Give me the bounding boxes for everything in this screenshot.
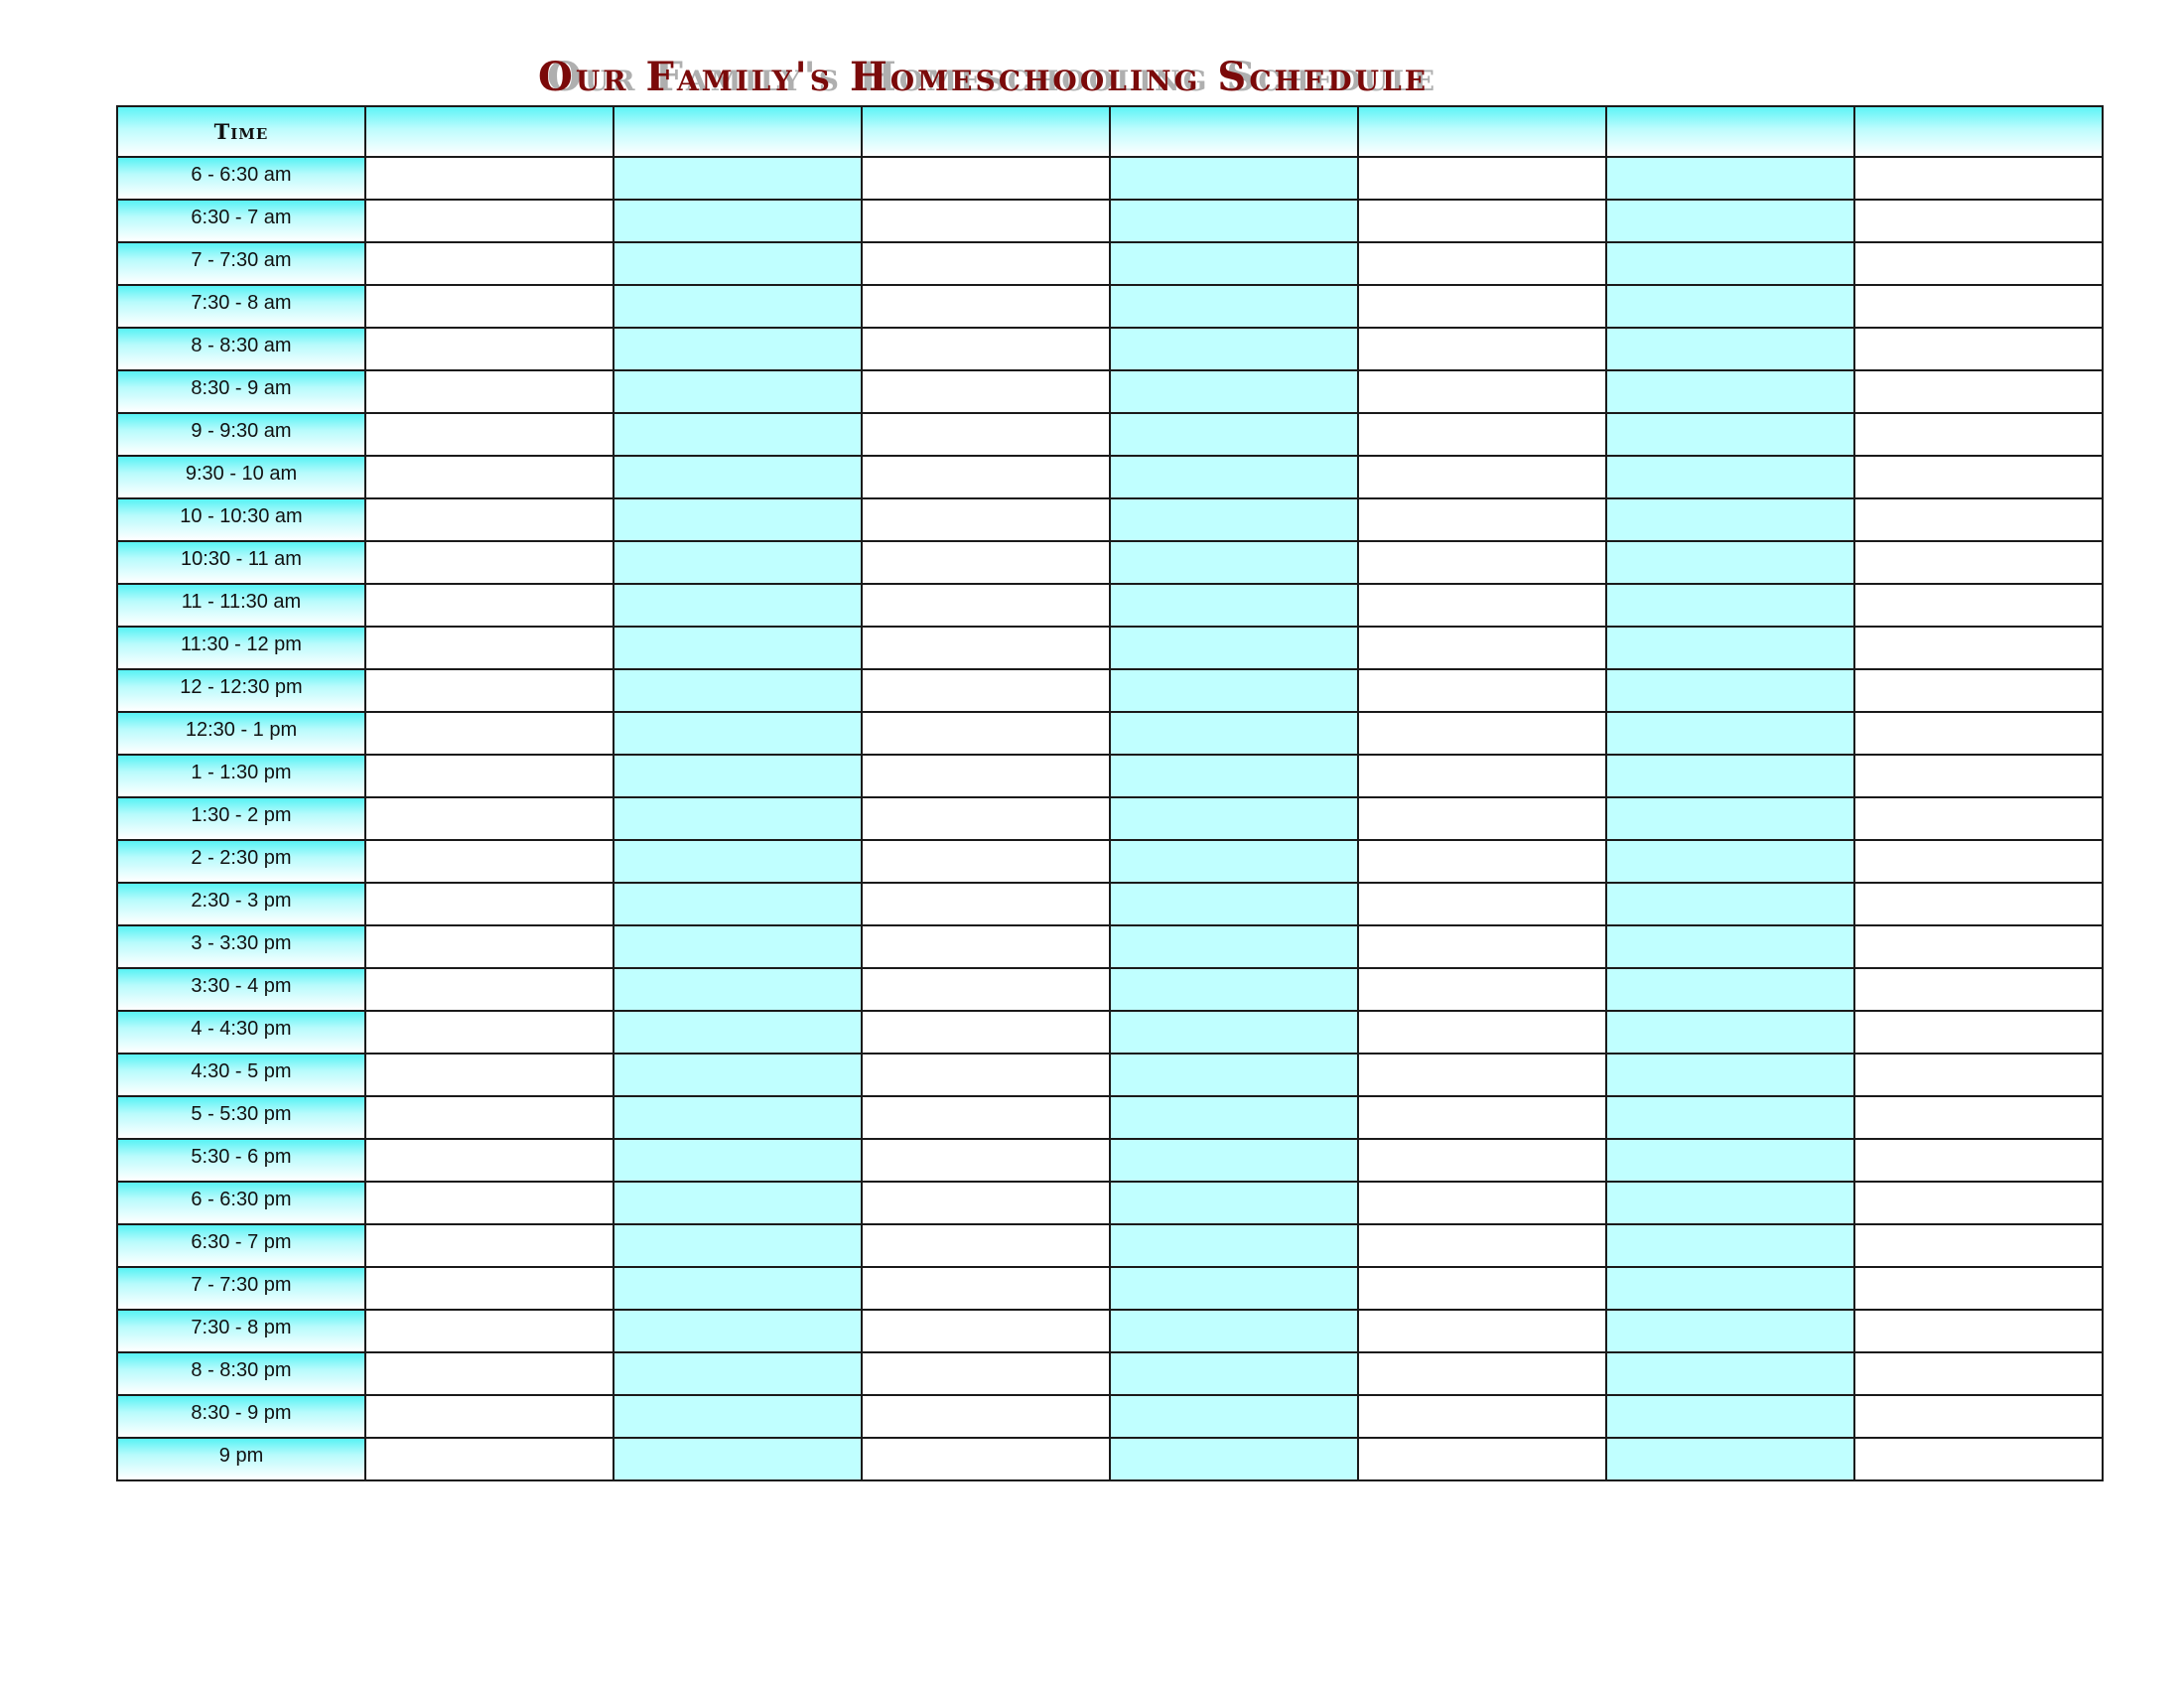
schedule-cell[interactable] — [1606, 498, 1854, 541]
schedule-cell[interactable] — [365, 413, 614, 456]
schedule-cell[interactable] — [1606, 1352, 1854, 1395]
time-slot-label: 9 - 9:30 am — [117, 413, 365, 456]
schedule-cell[interactable] — [614, 669, 862, 712]
schedule-cell[interactable] — [1358, 1310, 1606, 1352]
schedule-row — [117, 370, 2103, 413]
schedule-cell[interactable] — [1110, 413, 1358, 456]
schedule-cell[interactable] — [1358, 1224, 1606, 1267]
time-slot-label: 8:30 - 9 pm — [117, 1395, 365, 1438]
schedule-cell[interactable] — [614, 1438, 862, 1480]
time-slot-label: 5:30 - 6 pm — [117, 1139, 365, 1182]
schedule-cell[interactable] — [614, 755, 862, 797]
schedule-table — [116, 105, 2104, 1481]
schedule-cell[interactable] — [365, 669, 614, 712]
time-slot-label: 11 - 11:30 am — [117, 584, 365, 627]
schedule-cell[interactable] — [1854, 456, 2103, 498]
schedule-cell[interactable] — [365, 1182, 614, 1224]
schedule-cell[interactable] — [1110, 328, 1358, 370]
schedule-cell[interactable] — [862, 370, 1110, 413]
schedule-cell[interactable] — [862, 712, 1110, 755]
schedule-cell[interactable] — [1854, 1054, 2103, 1096]
schedule-cell[interactable] — [1854, 157, 2103, 200]
schedule-cell[interactable] — [1854, 1139, 2103, 1182]
schedule-cell[interactable] — [1110, 1096, 1358, 1139]
schedule-cell[interactable] — [1358, 840, 1606, 883]
schedule-cell[interactable] — [1854, 1096, 2103, 1139]
time-slot-label: 3:30 - 4 pm — [117, 968, 365, 1011]
time-slot-label: 1 - 1:30 pm — [117, 755, 365, 797]
schedule-cell[interactable] — [1110, 840, 1358, 883]
schedule-cell[interactable] — [1854, 1011, 2103, 1054]
schedule-cell[interactable] — [1110, 1267, 1358, 1310]
schedule-row — [117, 1139, 2103, 1182]
schedule-cell[interactable] — [1110, 925, 1358, 968]
time-slot-label: 7:30 - 8 pm — [117, 1310, 365, 1352]
schedule-cell[interactable] — [365, 456, 614, 498]
schedule-row — [117, 413, 2103, 456]
schedule-row — [117, 1096, 2103, 1139]
schedule-cell[interactable] — [1358, 584, 1606, 627]
schedule-cell[interactable] — [862, 627, 1110, 669]
schedule-cell[interactable] — [1358, 627, 1606, 669]
schedule-cell[interactable] — [862, 1182, 1110, 1224]
time-slot-label: 7:30 - 8 am — [117, 285, 365, 328]
time-slot-label: 12:30 - 1 pm — [117, 712, 365, 755]
schedule-cell[interactable] — [365, 370, 614, 413]
schedule-row — [117, 541, 2103, 584]
schedule-cell[interactable] — [1854, 1224, 2103, 1267]
schedule-cell[interactable] — [1606, 1011, 1854, 1054]
schedule-cell[interactable] — [1358, 200, 1606, 242]
schedule-cell[interactable] — [1854, 925, 2103, 968]
time-slot-label: 12 - 12:30 pm — [117, 669, 365, 712]
schedule-row — [117, 925, 2103, 968]
schedule-row — [117, 157, 2103, 200]
schedule-cell[interactable] — [1358, 1096, 1606, 1139]
schedule-cell[interactable] — [862, 755, 1110, 797]
schedule-cell[interactable] — [365, 1438, 614, 1480]
schedule-cell[interactable] — [862, 840, 1110, 883]
schedule-cell[interactable] — [614, 627, 862, 669]
schedule-cell[interactable] — [1606, 584, 1854, 627]
schedule-cell[interactable] — [1606, 541, 1854, 584]
schedule-row — [117, 712, 2103, 755]
schedule-cell[interactable] — [365, 1054, 614, 1096]
schedule-cell[interactable] — [1110, 541, 1358, 584]
schedule-cell[interactable] — [614, 285, 862, 328]
schedule-cell[interactable] — [614, 883, 862, 925]
schedule-cell[interactable] — [1358, 712, 1606, 755]
schedule-cell[interactable] — [862, 1096, 1110, 1139]
schedule-cell[interactable] — [365, 1224, 614, 1267]
schedule-cell[interactable] — [862, 1267, 1110, 1310]
schedule-cell[interactable] — [365, 1310, 614, 1352]
schedule-cell[interactable] — [1358, 456, 1606, 498]
time-slot-label: 9:30 - 10 am — [117, 456, 365, 498]
schedule-cell[interactable] — [365, 200, 614, 242]
schedule-cell[interactable] — [1854, 584, 2103, 627]
time-slot-label: 3 - 3:30 pm — [117, 925, 365, 968]
schedule-cell[interactable] — [1854, 1310, 2103, 1352]
schedule-cell[interactable] — [1358, 1054, 1606, 1096]
schedule-cell[interactable] — [1110, 669, 1358, 712]
day-column-header[interactable] — [614, 106, 862, 157]
schedule-cell[interactable] — [1606, 968, 1854, 1011]
schedule-cell[interactable] — [862, 1310, 1110, 1352]
schedule-cell[interactable] — [614, 1182, 862, 1224]
schedule-cell[interactable] — [1110, 1139, 1358, 1182]
schedule-cell[interactable] — [1606, 1139, 1854, 1182]
schedule-cell[interactable] — [862, 669, 1110, 712]
time-slot-label: 6 - 6:30 pm — [117, 1182, 365, 1224]
schedule-cell[interactable] — [1606, 1395, 1854, 1438]
schedule-row — [117, 883, 2103, 925]
schedule-cell[interactable] — [862, 498, 1110, 541]
time-slot-label: 10:30 - 11 am — [117, 541, 365, 584]
schedule-cell[interactable] — [1110, 968, 1358, 1011]
schedule-cell[interactable] — [365, 755, 614, 797]
schedule-row — [117, 242, 2103, 285]
schedule-cell[interactable] — [1358, 1352, 1606, 1395]
schedule-row — [117, 584, 2103, 627]
schedule-cell[interactable] — [1854, 1352, 2103, 1395]
time-slot-label: 5 - 5:30 pm — [117, 1096, 365, 1139]
schedule-cell[interactable] — [614, 370, 862, 413]
schedule-cell[interactable] — [614, 456, 862, 498]
schedule-cell[interactable] — [1854, 370, 2103, 413]
schedule-cell[interactable] — [614, 157, 862, 200]
time-slot-label: 2 - 2:30 pm — [117, 840, 365, 883]
schedule-cell[interactable] — [1854, 1395, 2103, 1438]
schedule-cell[interactable] — [365, 285, 614, 328]
schedule-cell[interactable] — [365, 925, 614, 968]
schedule-cell[interactable] — [1110, 456, 1358, 498]
time-slot-label: 4:30 - 5 pm — [117, 1054, 365, 1096]
day-column-header[interactable] — [862, 106, 1110, 157]
schedule-cell[interactable] — [614, 1224, 862, 1267]
time-slot-label: 1:30 - 2 pm — [117, 797, 365, 840]
schedule-cell[interactable] — [365, 498, 614, 541]
schedule-cell[interactable] — [1606, 200, 1854, 242]
schedule-cell[interactable] — [1854, 968, 2103, 1011]
schedule-cell[interactable] — [1358, 413, 1606, 456]
schedule-row — [117, 1267, 2103, 1310]
schedule-cell[interactable] — [1854, 328, 2103, 370]
schedule-cell[interactable] — [1110, 1182, 1358, 1224]
schedule-cell[interactable] — [365, 1096, 614, 1139]
schedule-cell[interactable] — [614, 840, 862, 883]
schedule-cell[interactable] — [365, 328, 614, 370]
schedule-row — [117, 669, 2103, 712]
schedule-cell[interactable] — [1358, 1438, 1606, 1480]
schedule-cell[interactable] — [1110, 712, 1358, 755]
schedule-cell[interactable] — [1854, 1438, 2103, 1480]
schedule-cell[interactable] — [862, 456, 1110, 498]
schedule-cell[interactable] — [862, 413, 1110, 456]
schedule-cell[interactable] — [1606, 669, 1854, 712]
schedule-cell[interactable] — [614, 1395, 862, 1438]
schedule-cell[interactable] — [1358, 925, 1606, 968]
schedule-cell[interactable] — [1358, 669, 1606, 712]
schedule-cell[interactable] — [862, 328, 1110, 370]
schedule-row — [117, 1395, 2103, 1438]
schedule-cell[interactable] — [862, 1054, 1110, 1096]
schedule-cell[interactable] — [1110, 1224, 1358, 1267]
schedule-cell[interactable] — [862, 541, 1110, 584]
schedule-cell[interactable] — [365, 1267, 614, 1310]
schedule-cell[interactable] — [1606, 1096, 1854, 1139]
schedule-cell[interactable] — [1110, 498, 1358, 541]
schedule-cell[interactable] — [614, 968, 862, 1011]
schedule-row — [117, 456, 2103, 498]
time-column-header: Time — [117, 106, 365, 157]
day-column-header[interactable] — [1110, 106, 1358, 157]
time-slot-label: 8:30 - 9 am — [117, 370, 365, 413]
schedule-cell[interactable] — [1854, 200, 2103, 242]
schedule-cell[interactable] — [365, 627, 614, 669]
schedule-cell[interactable] — [1854, 413, 2103, 456]
schedule-cell[interactable] — [1358, 968, 1606, 1011]
schedule-body — [117, 157, 2103, 1480]
schedule-cell[interactable] — [614, 1011, 862, 1054]
schedule-cell[interactable] — [614, 797, 862, 840]
time-slot-label: 6:30 - 7 am — [117, 200, 365, 242]
schedule-cell[interactable] — [1358, 328, 1606, 370]
schedule-cell[interactable] — [1358, 755, 1606, 797]
day-column-header[interactable] — [1854, 106, 2103, 157]
day-column-header[interactable] — [1358, 106, 1606, 157]
schedule-cell[interactable] — [614, 498, 862, 541]
schedule-cell[interactable] — [365, 1011, 614, 1054]
schedule-cell[interactable] — [1110, 755, 1358, 797]
schedule-cell[interactable] — [1358, 285, 1606, 328]
schedule-cell[interactable] — [1110, 1011, 1358, 1054]
schedule-row — [117, 1310, 2103, 1352]
schedule-cell[interactable] — [1606, 755, 1854, 797]
schedule-row — [117, 1054, 2103, 1096]
schedule-cell[interactable] — [365, 157, 614, 200]
schedule-cell[interactable] — [1854, 1267, 2103, 1310]
schedule-cell[interactable] — [1606, 413, 1854, 456]
day-column-header[interactable] — [1606, 106, 1854, 157]
schedule-cell[interactable] — [1110, 1395, 1358, 1438]
schedule-cell[interactable] — [1358, 370, 1606, 413]
schedule-cell[interactable] — [1606, 1267, 1854, 1310]
schedule-cell[interactable] — [1110, 1054, 1358, 1096]
schedule-row — [117, 1438, 2103, 1480]
schedule-row — [117, 840, 2103, 883]
schedule-cell[interactable] — [862, 1139, 1110, 1182]
schedule-cell[interactable] — [614, 413, 862, 456]
schedule-cell[interactable] — [1854, 242, 2103, 285]
schedule-cell[interactable] — [862, 1224, 1110, 1267]
schedule-cell[interactable] — [1854, 627, 2103, 669]
schedule-cell[interactable] — [1854, 285, 2103, 328]
schedule-cell[interactable] — [1854, 669, 2103, 712]
schedule-cell[interactable] — [614, 1139, 862, 1182]
day-column-header[interactable] — [365, 106, 614, 157]
schedule-row — [117, 328, 2103, 370]
schedule-cell[interactable] — [614, 1054, 862, 1096]
schedule-cell[interactable] — [862, 883, 1110, 925]
schedule-row — [117, 968, 2103, 1011]
schedule-cell[interactable] — [1358, 242, 1606, 285]
schedule-row — [117, 627, 2103, 669]
schedule-cell[interactable] — [862, 285, 1110, 328]
schedule-cell[interactable] — [365, 1352, 614, 1395]
schedule-cell[interactable] — [1854, 712, 2103, 755]
schedule-cell[interactable] — [1606, 1182, 1854, 1224]
schedule-cell[interactable] — [1358, 1139, 1606, 1182]
schedule-cell[interactable] — [365, 1395, 614, 1438]
schedule-cell[interactable] — [1606, 883, 1854, 925]
time-slot-label: 8 - 8:30 pm — [117, 1352, 365, 1395]
schedule-cell[interactable] — [1358, 797, 1606, 840]
schedule-cell[interactable] — [365, 541, 614, 584]
schedule-cell[interactable] — [1358, 157, 1606, 200]
time-slot-label: 10 - 10:30 am — [117, 498, 365, 541]
time-slot-label: 6 - 6:30 am — [117, 157, 365, 200]
time-slot-label: 6:30 - 7 pm — [117, 1224, 365, 1267]
schedule-cell[interactable] — [1606, 1054, 1854, 1096]
time-slot-label: 7 - 7:30 pm — [117, 1267, 365, 1310]
schedule-cell[interactable] — [365, 584, 614, 627]
schedule-cell[interactable] — [1606, 285, 1854, 328]
schedule-cell[interactable] — [1606, 1438, 1854, 1480]
time-slot-label: 2:30 - 3 pm — [117, 883, 365, 925]
schedule-cell[interactable] — [1606, 840, 1854, 883]
schedule-cell[interactable] — [614, 1096, 862, 1139]
schedule-cell[interactable] — [365, 968, 614, 1011]
schedule-row — [117, 1224, 2103, 1267]
schedule-cell[interactable] — [365, 712, 614, 755]
time-slot-label: 7 - 7:30 am — [117, 242, 365, 285]
schedule-row — [117, 1352, 2103, 1395]
schedule-cell[interactable] — [1606, 157, 1854, 200]
schedule-cell[interactable] — [862, 157, 1110, 200]
schedule-cell[interactable] — [862, 1395, 1110, 1438]
schedule-cell[interactable] — [862, 1438, 1110, 1480]
time-slot-label: 8 - 8:30 am — [117, 328, 365, 370]
schedule-cell[interactable] — [862, 1352, 1110, 1395]
schedule-cell[interactable] — [862, 968, 1110, 1011]
schedule-row — [117, 285, 2103, 328]
schedule-cell[interactable] — [1358, 1182, 1606, 1224]
schedule-cell[interactable] — [614, 200, 862, 242]
schedule-cell[interactable] — [1110, 200, 1358, 242]
schedule-cell[interactable] — [1854, 797, 2103, 840]
schedule-cell[interactable] — [1110, 370, 1358, 413]
schedule-cell[interactable] — [1110, 285, 1358, 328]
schedule-cell[interactable] — [1606, 712, 1854, 755]
schedule-cell[interactable] — [614, 1310, 862, 1352]
schedule-cell[interactable] — [1110, 1352, 1358, 1395]
schedule-cell[interactable] — [1110, 584, 1358, 627]
schedule-cell[interactable] — [1606, 797, 1854, 840]
schedule-cell[interactable] — [365, 797, 614, 840]
schedule-cell[interactable] — [1606, 328, 1854, 370]
schedule-cell[interactable] — [614, 925, 862, 968]
schedule-cell[interactable] — [1110, 157, 1358, 200]
schedule-cell[interactable] — [1854, 541, 2103, 584]
schedule-cell[interactable] — [1358, 1011, 1606, 1054]
schedule-cell[interactable] — [862, 242, 1110, 285]
schedule-cell[interactable] — [862, 200, 1110, 242]
schedule-cell[interactable] — [1606, 1310, 1854, 1352]
schedule-cell[interactable] — [1110, 242, 1358, 285]
schedule-cell[interactable] — [614, 242, 862, 285]
schedule-cell[interactable] — [1606, 925, 1854, 968]
schedule-cell[interactable] — [1606, 242, 1854, 285]
header-row — [117, 106, 2103, 157]
schedule-cell[interactable] — [1606, 627, 1854, 669]
schedule-cell[interactable] — [1110, 1438, 1358, 1480]
schedule-cell[interactable] — [614, 1267, 862, 1310]
schedule-row — [117, 1011, 2103, 1054]
schedule-row — [117, 1182, 2103, 1224]
time-slot-label: 9 pm — [117, 1438, 365, 1480]
schedule-cell[interactable] — [1854, 840, 2103, 883]
schedule-cell[interactable] — [1854, 883, 2103, 925]
schedule-cell[interactable] — [1854, 498, 2103, 541]
schedule-cell[interactable] — [614, 712, 862, 755]
schedule-cell[interactable] — [862, 797, 1110, 840]
schedule-cell[interactable] — [862, 925, 1110, 968]
schedule-cell[interactable] — [1358, 1395, 1606, 1438]
schedule-cell[interactable] — [1110, 883, 1358, 925]
schedule-cell[interactable] — [365, 1139, 614, 1182]
schedule-cell[interactable] — [1358, 883, 1606, 925]
schedule-cell[interactable] — [614, 328, 862, 370]
time-slot-label: 4 - 4:30 pm — [117, 1011, 365, 1054]
schedule-cell[interactable] — [614, 541, 862, 584]
schedule-cell[interactable] — [1606, 1224, 1854, 1267]
schedule-cell[interactable] — [365, 242, 614, 285]
schedule-cell[interactable] — [1110, 797, 1358, 840]
schedule-cell[interactable] — [1854, 755, 2103, 797]
schedule-cell[interactable] — [1854, 1182, 2103, 1224]
schedule-cell[interactable] — [1110, 1310, 1358, 1352]
schedule-cell[interactable] — [862, 584, 1110, 627]
schedule-row — [117, 797, 2103, 840]
schedule-cell[interactable] — [365, 840, 614, 883]
schedule-row — [117, 498, 2103, 541]
schedule-cell[interactable] — [365, 883, 614, 925]
schedule-cell[interactable] — [1606, 370, 1854, 413]
schedule-cell[interactable] — [1110, 627, 1358, 669]
schedule-row — [117, 755, 2103, 797]
schedule-title: Our Family's Homeschooling Schedule — [538, 54, 1430, 100]
schedule-cell[interactable] — [1358, 541, 1606, 584]
schedule-cell[interactable] — [614, 1352, 862, 1395]
schedule-cell[interactable] — [862, 1011, 1110, 1054]
schedule-cell[interactable] — [1606, 456, 1854, 498]
schedule-cell[interactable] — [614, 584, 862, 627]
schedule-cell[interactable] — [1358, 1267, 1606, 1310]
time-slot-label: 11:30 - 12 pm — [117, 627, 365, 669]
schedule-cell[interactable] — [1358, 498, 1606, 541]
schedule-row — [117, 200, 2103, 242]
